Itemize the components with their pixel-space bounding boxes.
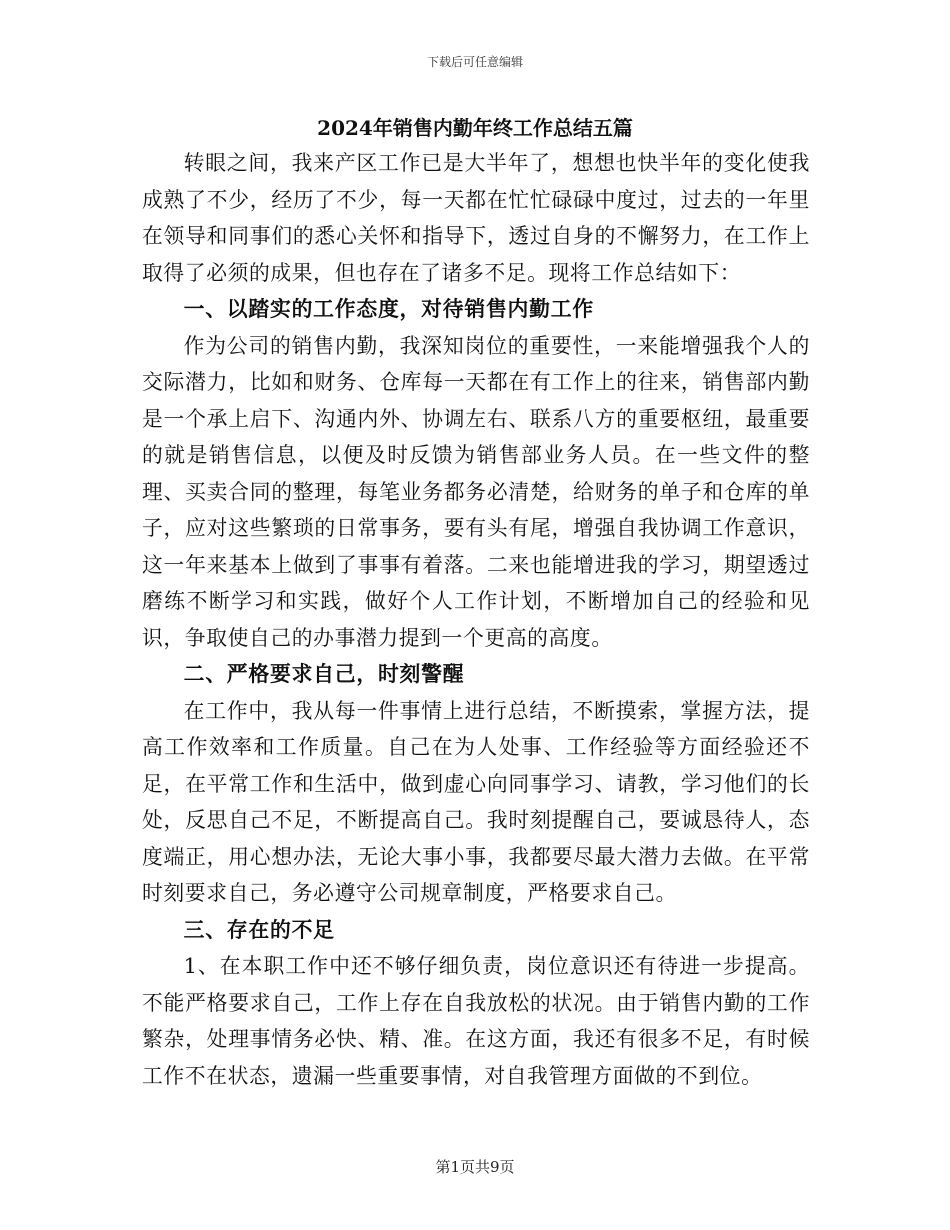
header-note: 下载后可任意编辑 (426, 55, 523, 69)
section-2-paragraph: 在工作中，我从每一件事情上进行总结，不断摸索，掌握方法，提高工作效率和工作质量。自己在为人处事、工作经验等方面经验还不足，在平常工作和生活中，做到虚心向同事学习、请教，学习他们的长处，反思自己不足，不断提高自己。我时刻提醒自己，要诚恳待人，态度端正，用心想办法，无论大事小事，我都要尽最大潜力去做。在平常时刻要求自己，务必遵守公司规章制度，严格要求自己。 (142, 698, 810, 905)
document-title: 2024年销售内勤年终工作总结五篇 (317, 116, 633, 140)
section-heading-3: 三、存在的不足 (183, 917, 335, 942)
intro-paragraph: 转眼之间，我来产区工作已是大半年了，想想也快半年的变化使我成熟了不少，经历了不少，每一天都在忙忙碌碌中度过，过去的一年里在领导和同事们的悉心关怀和指导下，透过自身的不懈努力，在工作上取得了必须的成果，但也存在了诸多不足。现将工作总结如下： (142, 151, 810, 285)
section-1-paragraph: 作为公司的销售内勤，我深知岗位的重要性，一来能增强我个人的交际潜力，比如和财务、仓库每一天都在有工作上的往来，销售部内勤是一个承上启下、沟通内外、协调左右、联系八方的重要枢纽，最重要的就是销售信息，以便及时反馈为销售部业务人员。在一些文件的整理、买卖合同的整理，每笔业务都务必清楚，给财务的单子和仓库的单子，应对这些繁琐的日常事务，要有头有尾，增强自我协调工作意识，这一年来基本上做到了事事有着落。二来也能增进我的学习，期望透过磨练不断学习和实践，做好个人工作计划，不断增加自己的经验和见识，争取使自己的办事潜力提到一个更高的高度。 (142, 333, 810, 650)
section-heading-1: 一、以踏实的工作态度，对待销售内勤工作 (183, 297, 594, 321)
document-body (142, 145, 810, 1094)
section-3-paragraph: 1、在本职工作中还不够仔细负责，岗位意识还有待进一步提高。不能严格要求自己，工作上存在自我放松的状况。由于销售内勤的工作繁杂，处理事情务必快、精、准。在这方面，我还有很多不足，有时候工作不在状态，遗漏一些重要事情，对自我管理方面做的不到位。 (142, 954, 810, 1088)
section-heading-2: 二、严格要求自己，时刻警醒 (183, 662, 465, 686)
page-number: 第1页共9页 (435, 1158, 515, 1176)
